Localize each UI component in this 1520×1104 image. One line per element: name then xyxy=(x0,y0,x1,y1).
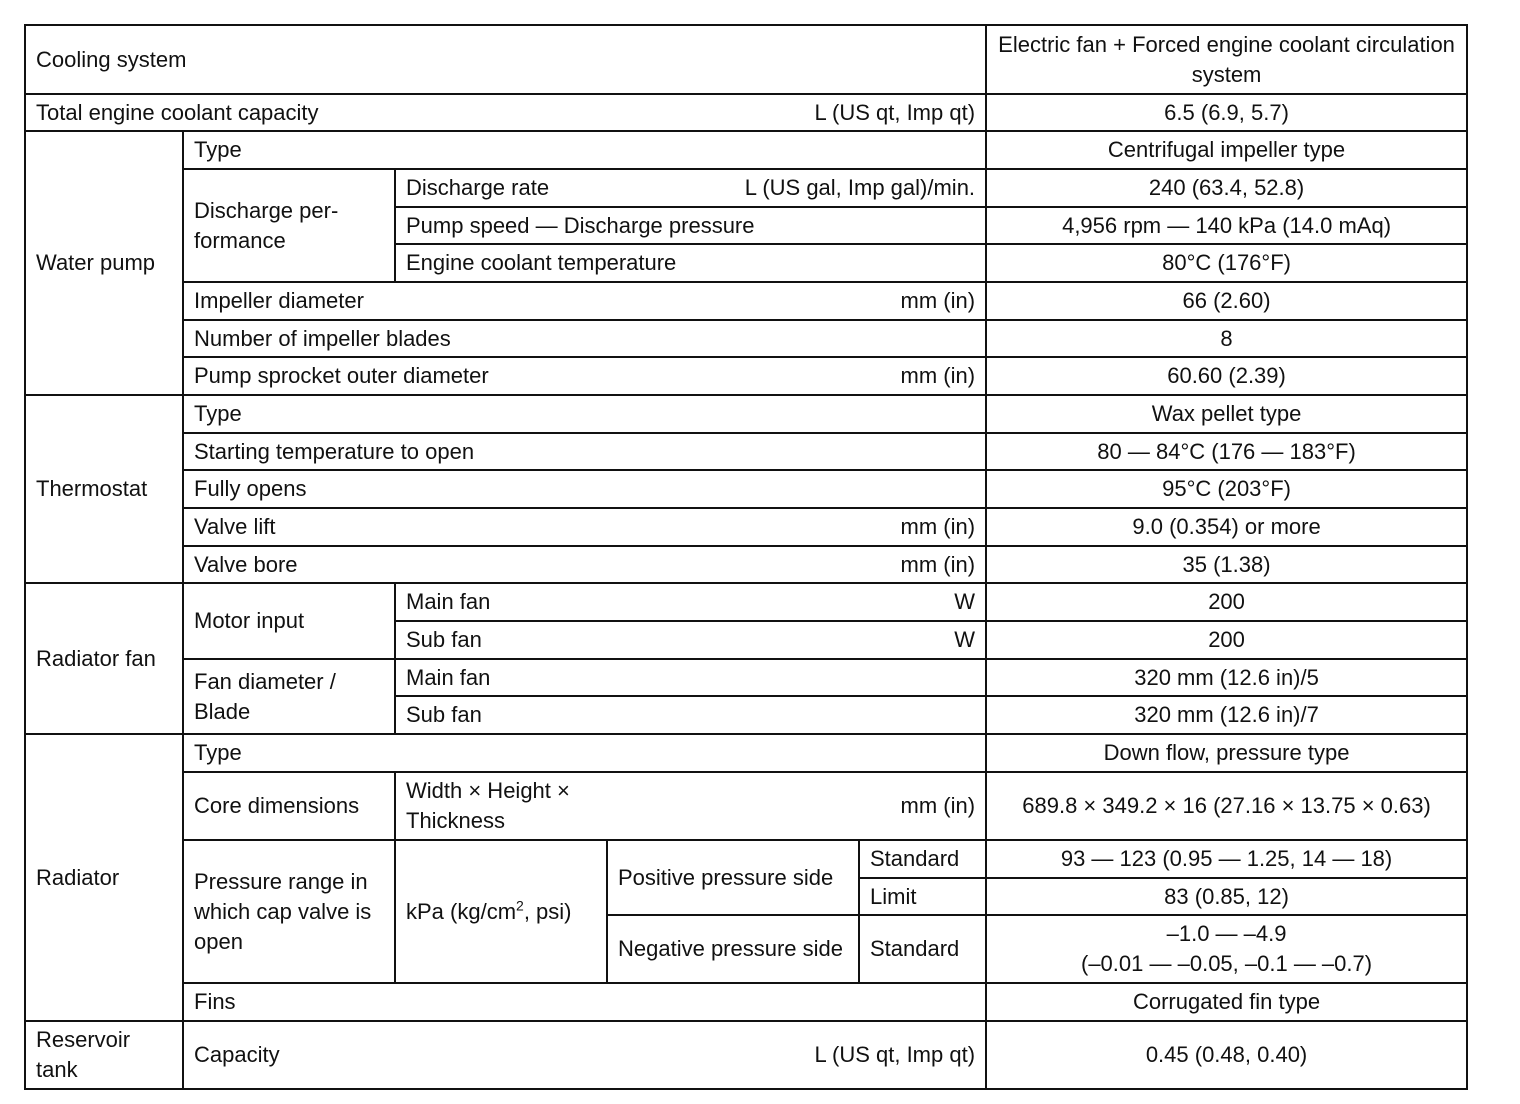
rf-dia-sub-value: 320 mm (12.6 in)/7 xyxy=(986,696,1467,734)
table-row xyxy=(25,25,1467,94)
thermostat-label: Thermostat xyxy=(25,395,183,583)
wp-blades-value: 8 xyxy=(986,320,1467,357)
table-row xyxy=(25,1021,1467,1089)
wp-discharge-rate-cell xyxy=(395,169,986,207)
th-fully-label: Fully opens xyxy=(183,470,986,508)
th-lift-label: Valve lift xyxy=(194,514,276,539)
wp-discharge-label: Discharge per-formance xyxy=(183,169,395,282)
radiator-label: Radiator xyxy=(25,734,183,1021)
wp-sprocket-unit: mm (in) xyxy=(900,363,976,388)
rad-standard-label: Standard xyxy=(859,840,986,878)
rad-fins-label: Fins xyxy=(183,983,986,1021)
wp-impeller-diameter-cell xyxy=(183,282,986,320)
rad-negative-value-line2: (–0.01 — –0.05, –0.1 — –0.7) xyxy=(1081,951,1373,976)
th-bore-unit: mm (in) xyxy=(900,551,976,577)
table-row xyxy=(25,983,1467,1021)
rad-positive-label: Positive pressure side xyxy=(607,840,859,915)
table-row xyxy=(25,94,1467,131)
rad-neg-standard-label: Standard xyxy=(859,915,986,983)
th-bore-value: 35 (1.38) xyxy=(986,546,1467,583)
rf-main-fan-cell xyxy=(395,583,986,621)
rad-core-dims-label: Width × Height × Thickness xyxy=(406,778,570,833)
th-type-label: Type xyxy=(183,395,986,433)
th-bore-label: Valve bore xyxy=(194,551,298,577)
rad-type-label: Type xyxy=(183,734,986,772)
wp-discharge-rate-label: Discharge rate xyxy=(406,175,550,200)
table-row xyxy=(25,320,1467,357)
total-capacity-cell xyxy=(25,94,986,131)
table-row xyxy=(25,583,1467,621)
table-row xyxy=(25,470,1467,508)
rf-dia-main-label: Main fan xyxy=(395,659,986,696)
th-lift-cell xyxy=(183,508,986,546)
rad-core-value: 689.8 × 349.2 × 16 (27.16 × 13.75 × 0.63) xyxy=(986,772,1467,840)
reservoir-capacity-unit: L (US qt, Imp qt) xyxy=(814,1042,976,1067)
wp-impeller-diameter-label: Impeller diameter xyxy=(194,288,364,313)
table-row xyxy=(25,546,1467,583)
table-row xyxy=(25,772,1467,840)
reservoir-capacity-cell xyxy=(183,1021,986,1089)
rad-pressure-unit-pre: kPa (kg/cm xyxy=(406,898,517,924)
table-row xyxy=(25,282,1467,320)
cooling-spec-table xyxy=(24,24,1468,1090)
water-pump-label: Water pump xyxy=(25,131,183,395)
rad-standard-value: 93 — 123 (0.95 — 1.25, 14 — 18) xyxy=(986,840,1467,878)
table-row xyxy=(25,659,1467,696)
table-row xyxy=(25,357,1467,395)
rf-dia-main-value: 320 mm (12.6 in)/5 xyxy=(986,659,1467,696)
reservoir-capacity-value: 0.45 (0.48, 0.40) xyxy=(986,1021,1467,1089)
reservoir-capacity-label: Capacity xyxy=(194,1042,280,1067)
table-row xyxy=(25,395,1467,433)
rf-sub-fan-unit: W xyxy=(954,627,976,652)
th-fully-value: 95°C (203°F) xyxy=(986,470,1467,508)
wp-impeller-diameter-value: 66 (2.60) xyxy=(986,282,1467,320)
table-row xyxy=(25,169,1467,207)
wp-impeller-diameter-unit: mm (in) xyxy=(900,288,976,313)
rf-motor-label: Motor input xyxy=(183,583,395,659)
table-row xyxy=(25,433,1467,470)
rad-fins-value: Corrugated fin type xyxy=(986,983,1467,1021)
rf-sub-fan-value: 200 xyxy=(986,621,1467,659)
rf-main-fan-label: Main fan xyxy=(406,589,491,614)
reservoir-label: Reservoir tank xyxy=(25,1021,183,1089)
rf-sub-fan-cell xyxy=(395,621,986,659)
wp-sprocket-label: Pump sprocket outer diameter xyxy=(194,363,489,388)
wp-sprocket-cell xyxy=(183,357,986,395)
rad-core-dims-cell xyxy=(395,772,986,840)
th-bore-cell xyxy=(183,546,986,583)
radiator-fan-label: Radiator fan xyxy=(25,583,183,734)
table-row xyxy=(25,131,1467,169)
wp-type-label: Type xyxy=(183,131,986,169)
total-capacity-value: 6.5 (6.9, 5.7) xyxy=(986,94,1467,131)
rad-negative-label: Negative pressure side xyxy=(607,915,859,983)
wp-pump-speed-value: 4,956 rpm — 140 kPa (14.0 mAq) xyxy=(986,207,1467,244)
rad-limit-value: 83 (0.85, 12) xyxy=(986,878,1467,915)
total-capacity-unit: L (US qt, Imp qt) xyxy=(814,99,976,125)
wp-coolant-temp-value: 80°C (176°F) xyxy=(986,244,1467,282)
rad-pressure-label: Pressure range in which cap valve is open xyxy=(183,840,395,983)
wp-type-value: Centrifugal impeller type xyxy=(986,131,1467,169)
wp-sprocket-value: 60.60 (2.39) xyxy=(986,357,1467,395)
wp-coolant-temp-label: Engine coolant temperature xyxy=(395,244,986,282)
total-capacity-label: Total engine coolant capacity xyxy=(36,99,319,125)
rf-diameter-label: Fan diameter / Blade xyxy=(183,659,395,734)
rad-pressure-unit-post: , psi) xyxy=(523,898,572,924)
wp-discharge-rate-value: 240 (63.4, 52.8) xyxy=(986,169,1467,207)
wp-blades-label: Number of impeller blades xyxy=(183,320,986,357)
rf-main-fan-unit: W xyxy=(954,589,976,614)
rad-pressure-unit xyxy=(395,840,607,983)
rad-negative-value-line1: –1.0 — –4.9 xyxy=(1166,921,1287,946)
rad-core-unit: mm (in) xyxy=(900,793,976,818)
th-lift-value: 9.0 (0.354) or more xyxy=(986,508,1467,546)
rf-sub-fan-label: Sub fan xyxy=(406,627,482,652)
th-lift-unit: mm (in) xyxy=(900,514,976,539)
th-start-label: Starting temperature to open xyxy=(183,433,986,470)
th-type-value: Wax pellet type xyxy=(986,395,1467,433)
rad-pressure-unit-sup: 2 xyxy=(516,897,524,914)
wp-discharge-rate-unit: L (US gal, Imp gal)/min. xyxy=(744,175,976,200)
cooling-system-label: Cooling system xyxy=(25,25,986,94)
table-row xyxy=(25,508,1467,546)
rf-main-fan-value: 200 xyxy=(986,583,1467,621)
rad-type-value: Down flow, pressure type xyxy=(986,734,1467,772)
rad-core-label: Core dimensions xyxy=(183,772,395,840)
wp-pump-speed-label: Pump speed — Discharge pressure xyxy=(395,207,986,244)
table-row xyxy=(25,840,1467,878)
rad-limit-label: Limit xyxy=(859,878,986,915)
rf-dia-sub-label: Sub fan xyxy=(395,696,986,734)
cooling-system-value: Electric fan + Forced engine coolant circulation system xyxy=(986,25,1467,94)
rad-negative-value xyxy=(986,915,1467,983)
th-start-value: 80 — 84°C (176 — 183°F) xyxy=(986,433,1467,470)
table-row xyxy=(25,734,1467,772)
